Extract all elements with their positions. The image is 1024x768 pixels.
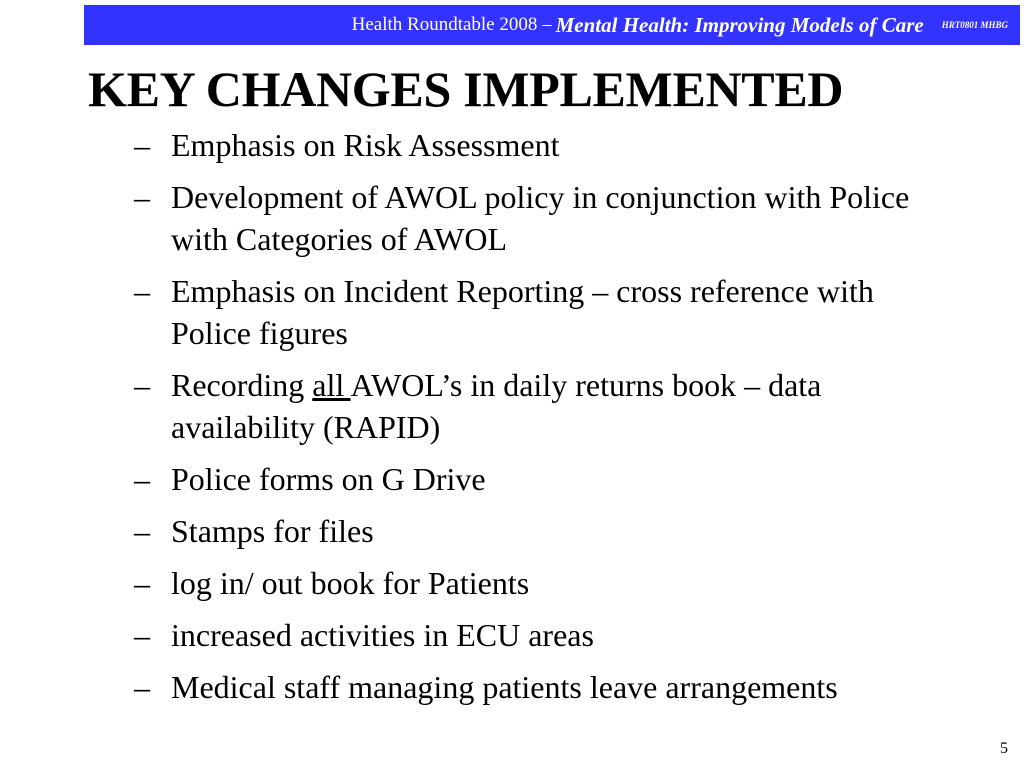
page-number: 5 [1000,740,1008,757]
bullet-text-after: AWOL’s in daily returns book – data availability (RAPID) [171,367,822,445]
bullet-text: Police forms on G Drive [171,461,486,497]
bullet-item [130,666,930,708]
bullet-text: Emphasis on Incident Reporting – cross reference with Police figures [171,273,874,351]
bullet-dash: – [134,461,150,497]
bullet-dash: – [134,669,150,705]
bullet-text: increased activities in ECU areas [171,617,594,653]
bullet-item [130,458,930,500]
bullet-text-before: Recording [171,367,313,403]
bullet-dash: – [134,127,150,163]
header-event: Health Roundtable 2008 – [351,14,552,35]
bullet-item [130,510,930,552]
bullet-text: Medical staff managing patients leave arrangements [171,669,838,705]
bullet-item [130,124,930,166]
bullet-dash: – [134,179,150,215]
bullet-dash: – [134,513,150,549]
header-code: HRT0801 MHBG [941,20,1008,30]
bullet-text: Emphasis on Risk Assessment [171,127,560,163]
bullet-item [130,364,930,448]
bullet-list [130,124,930,718]
bullet-item [130,176,930,260]
bullet-item [130,270,930,354]
header-topic: Mental Health: Improving Models of Care [555,12,924,37]
bullet-text-underlined: all [312,367,351,403]
bullet-item [130,614,930,656]
bullet-text [171,367,821,445]
bullet-dash: – [134,367,150,403]
bullet-text: Development of AWOL policy in conjunction with Police with Categories of AWOL [171,179,910,257]
bullet-dash: – [134,617,150,653]
header-banner [84,5,1020,45]
bullet-text: log in/ out book for Patients [171,565,530,601]
slide-title: KEY CHANGES IMPLEMENTED [88,61,844,117]
bullet-dash: – [134,565,150,601]
bullet-text: Stamps for files [171,513,374,549]
bullet-dash: – [134,273,150,309]
bullet-item [130,562,930,604]
